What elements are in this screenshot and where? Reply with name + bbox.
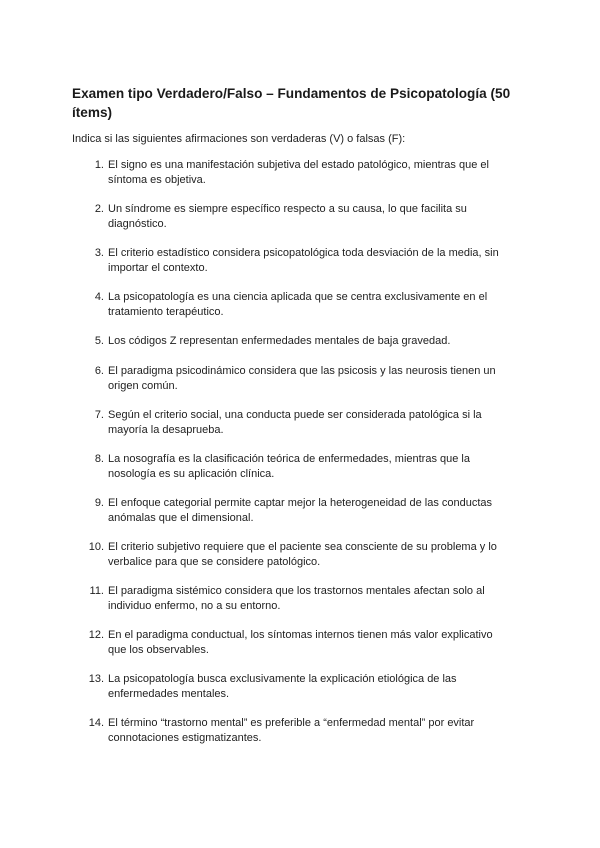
- item-number: 14.: [88, 717, 104, 729]
- item-number: 3.: [94, 247, 104, 259]
- item-number: 12.: [88, 629, 104, 641]
- item-text: Los códigos Z representan enfermedades mentales de baja gravedad.: [108, 335, 451, 347]
- item-text: El término “trastorno mental” es preferible a “enfermedad mental” por evitar connotaciones estigmatizantes.: [108, 717, 475, 744]
- item-number: 7.: [94, 409, 104, 421]
- item-number: 11.: [89, 585, 104, 597]
- item-number: 10.: [88, 541, 104, 553]
- item-text: En el paradigma conductual, los síntomas internos tienen más valor explicativo que los observables.: [108, 629, 493, 656]
- item-text: Según el criterio social, una conducta puede ser considerada patológica si la mayoría la desaprueba.: [108, 409, 482, 436]
- item-number: 9.: [94, 497, 104, 509]
- item-number: 6.: [94, 365, 104, 377]
- page-title: Examen tipo Verdadero/Falso – Fundamentos de Psicopatología (50 ítems): [72, 86, 511, 120]
- item-text: El paradigma psicodinámico considera que las psicosis y las neurosis tienen un origen común.: [108, 365, 496, 392]
- item-text: La nosografía es la clasificación teórica de enfermedades, mientras que la nosología es su aplicación clínica.: [108, 453, 470, 480]
- item-text: El signo es una manifestación subjetiva del estado patológico, mientras que el síntoma es objetiva.: [108, 159, 489, 186]
- item-number: 13.: [88, 673, 104, 685]
- item-text: El criterio subjetivo requiere que el paciente sea consciente de su problema y lo verbalice para que se considere patológico.: [108, 541, 497, 568]
- item-text: La psicopatología busca exclusivamente la explicación etiológica de las enfermedades mentales.: [108, 673, 457, 700]
- item-number: 4.: [94, 291, 104, 303]
- item-text: El paradigma sistémico considera que los trastornos mentales afectan solo al individuo enfermo, no a su entorno.: [108, 585, 485, 612]
- instructions-text: Indica si las siguientes afirmaciones son verdaderas (V) o falsas (F):: [72, 133, 406, 145]
- item-number: 5.: [94, 335, 104, 347]
- item-number: 1.: [94, 159, 104, 171]
- item-text: El enfoque categorial permite captar mejor la heterogeneidad de las conductas anómalas que el dimensional.: [108, 497, 493, 524]
- item-text: Un síndrome es siempre específico respecto a su causa, lo que facilita su diagnóstico.: [108, 203, 467, 230]
- item-text: El criterio estadístico considera psicopatológica toda desviación de la media, sin importar el contexto.: [108, 247, 499, 274]
- item-text: La psicopatología es una ciencia aplicada que se centra exclusivamente en el tratamiento terapéutico.: [108, 291, 488, 318]
- item-number: 2.: [94, 203, 104, 215]
- item-number: 8.: [94, 453, 104, 465]
